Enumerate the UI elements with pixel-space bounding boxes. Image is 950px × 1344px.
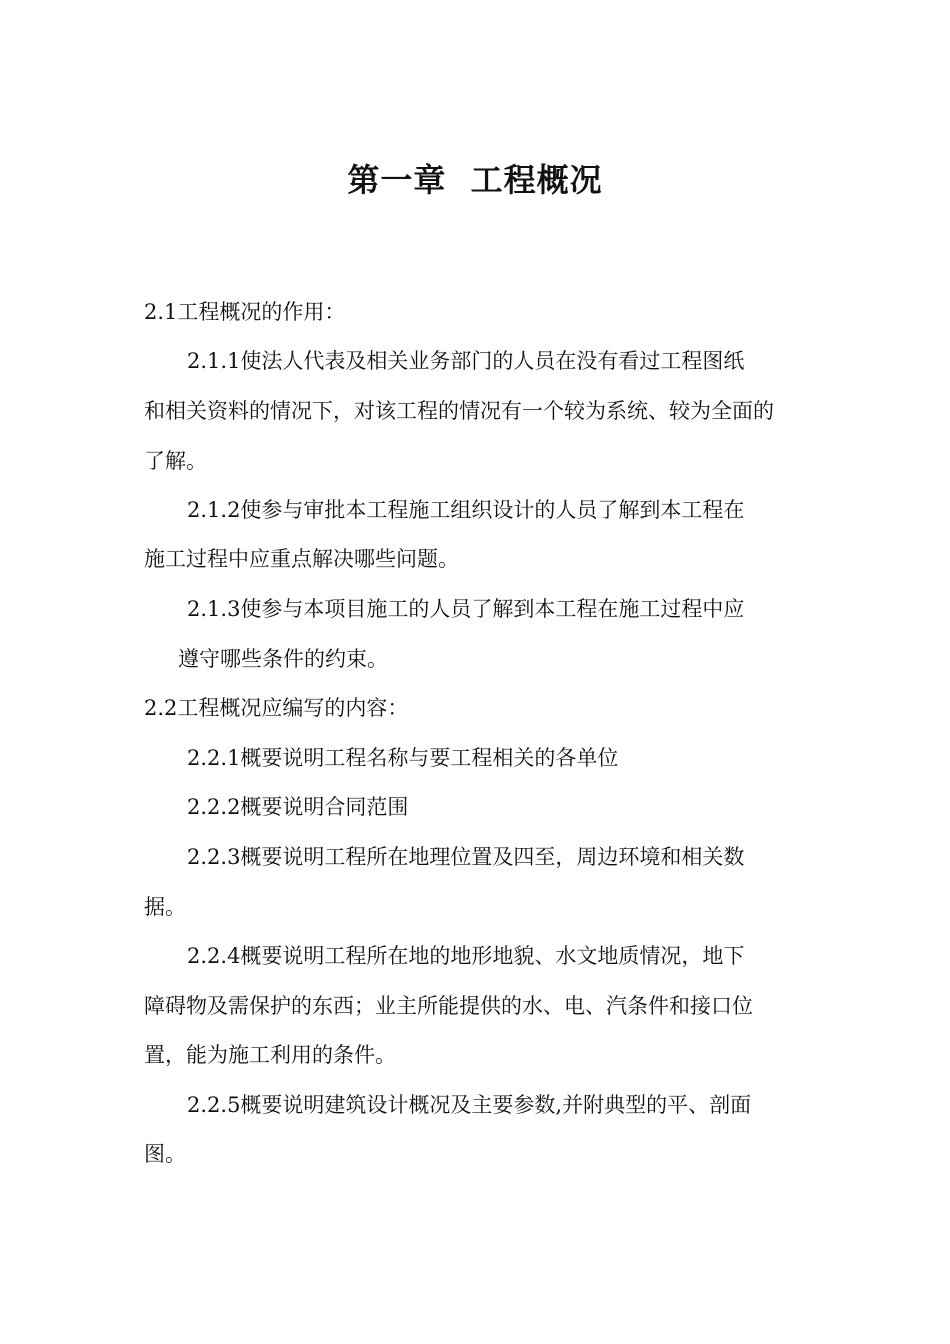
paragraph-line: 2.2.1概要说明工程名称与要工程相关的各单位 xyxy=(187,746,619,770)
paragraph-line: 据。 xyxy=(144,895,186,919)
paragraph-line: 2.1.2使参与审批本工程施工组织设计的人员了解到本工程在 xyxy=(187,498,745,522)
paragraph-line: 遵守哪些条件的约束。 xyxy=(178,647,388,671)
chapter-title: 第一章 工程概况 xyxy=(347,161,603,199)
paragraph-line: 和相关资料的情况下，对该工程的情况有一个较为系统、较为全面的 xyxy=(144,399,774,423)
paragraph-line: 了解。 xyxy=(144,449,207,473)
paragraph-line: 施工过程中应重点解决哪些问题。 xyxy=(144,547,459,571)
paragraph-line: 2.2.5概要说明建筑设计概况及主要参数,并附典型的平、剖面 xyxy=(187,1093,752,1117)
paragraph-line: 2.1.3使参与本项目施工的人员了解到本工程在施工过程中应 xyxy=(187,597,745,621)
paragraph-line: 2.2.4概要说明工程所在地的地形地貌、水文地质情况，地下 xyxy=(187,944,745,968)
section-heading-2-1: 2.1工程概况的作用： xyxy=(144,300,346,324)
paragraph-line: 置，能为施工利用的条件。 xyxy=(144,1043,396,1067)
section-heading-2-2: 2.2工程概况应编写的内容： xyxy=(144,696,409,720)
paragraph-line: 2.2.3概要说明工程所在地理位置及四至，周边环境和相关数 xyxy=(187,845,745,869)
paragraph-line: 障碍物及需保护的东西；业主所能提供的水、电、汽条件和接口位 xyxy=(144,994,753,1018)
paragraph-line: 图。 xyxy=(144,1142,186,1166)
paragraph-line: 2.1.1使法人代表及相关业务部门的人员在没有看过工程图纸 xyxy=(187,349,745,373)
paragraph-line: 2.2.2概要说明合同范围 xyxy=(187,795,409,819)
